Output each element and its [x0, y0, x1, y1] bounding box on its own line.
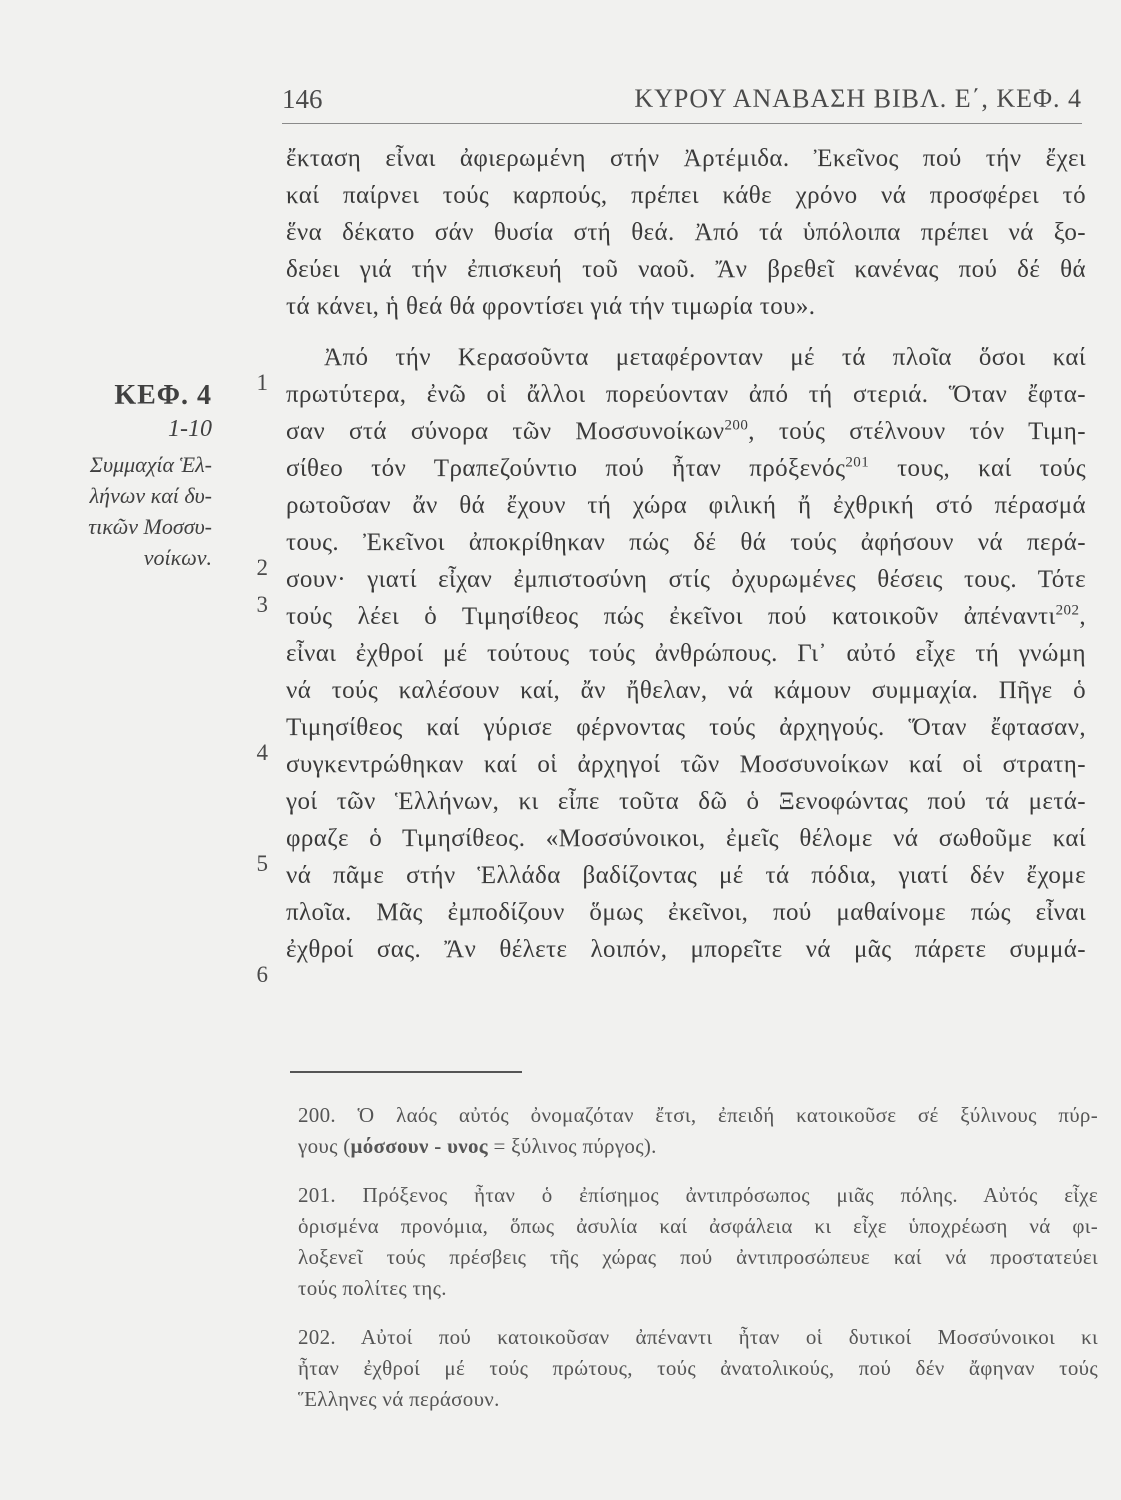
chapter-sidenote [40, 380, 212, 573]
footnote-201 [298, 1180, 1098, 1304]
footnote-line: ἦταν ἐχθροί μέ τούς πρώτους, τούς ἀνατολικούς, πού δέν ἄφηναν τούς [298, 1356, 1098, 1380]
section-number: 1 [256, 370, 268, 395]
sidenote-summary-line: Συμμαχία Ἑλ- [89, 452, 212, 477]
text-line: ἕνα δέκατο σάν θυσία στή θεά. Ἀπό τά ὑπόλοιπα πρέπει νά ξο- [286, 219, 1086, 246]
main-text [286, 140, 1086, 968]
footnote-rule [290, 1071, 522, 1073]
footnote-ref-201[interactable]: 201 [845, 454, 870, 471]
footnote-bold-term: μόσσουν - υνος [350, 1134, 488, 1158]
text-line: ἐχθροί σας. Ἄν θέλετε λοιπόν, μπορεῖτε νά μᾶς πάρετε συμμά- [286, 936, 1086, 963]
sidenote-section-range: 1-10 [168, 416, 212, 442]
section-number: 4 [256, 740, 268, 765]
text-line: φραζε ὁ Τιμησίθεος. «Μοσσύνοικοι, ἐμεῖς θέλομε νά σωθοῦμε καί [286, 825, 1086, 852]
footnote-line: λοξενεῖ τούς πρέσβεις τῆς χώρας πού ἀντιπροσώπευε καί νά προστατεύει [298, 1245, 1098, 1269]
section-number: 5 [256, 851, 268, 876]
text-line: τά κάνει, ἡ θεά θά φροντίσει γιά τήν τιμωρία του». [286, 293, 816, 320]
text-line [286, 413, 1086, 450]
text-line: νά πᾶμε στήν Ἑλλάδα βαδίζοντας μέ τά πόδια, γιατί δέν ἔχομε [286, 862, 1086, 889]
footnote-line [298, 1131, 1098, 1162]
text-span: σίθεο τόν Τραπεζούντιο πού ἦταν πρόξενός [286, 455, 846, 482]
footnote-span: = ξύλινος πύργος). [487, 1134, 657, 1158]
page-number: 146 [282, 84, 323, 114]
sidenote-summary-line: λήνων καί δυ- [89, 483, 212, 508]
sidenote-chapter-title: ΚΕΦ. 4 [114, 380, 212, 411]
text-line [286, 450, 1086, 487]
text-line: συγκεντρώθηκαν καί οἱ ἀρχηγοί τῶν Μοσσυνοίκων καί οἱ στρατη- [286, 751, 1086, 778]
footnote-ref-202[interactable]: 202 [1055, 602, 1080, 619]
text-line [286, 598, 1086, 635]
footnote-ref-200[interactable]: 200 [724, 417, 749, 434]
footnotes [298, 1100, 1098, 1433]
section-number: 6 [256, 962, 268, 987]
section-number: 2 [256, 555, 268, 580]
text-line: πλοῖα. Μᾶς ἐμποδίζουν ὅμως ἐκεῖνοι, πού μαθαίνομε πώς εἶναι [286, 899, 1086, 926]
text-line: δεύει γιά τήν ἐπισκευή τοῦ ναοῦ. Ἄν βρεθεῖ κανένας πού δέ θά [286, 256, 1086, 283]
running-head: ΚΥΡΟΥ ΑΝΑΒΑΣΗ ΒΙΒΛ. Ε΄, ΚΕΦ. 4 [634, 84, 1082, 113]
text-line: νά τούς καλέσουν καί, ἄν ἤθελαν, νά κάμουν συμμαχία. Πῆγε ὁ [286, 677, 1086, 704]
text-line: εἶναι ἐχθροί μέ τούτους τούς ἀνθρώπους. Γι᾽ αὐτό εἶχε τή γνώμη [286, 640, 1086, 667]
footnote-line: 202. Αὐτοί πού κατοικοῦσαν ἀπέναντι ἦταν οἱ δυτικοί Μοσσύνοικοι κι [298, 1325, 1098, 1349]
header-rule [282, 123, 1082, 124]
text-line: Ἀπό τήν Κερασοῦντα μεταφέρονταν μέ τά πλοῖα ὅσοι καί [324, 344, 1086, 371]
footnote-line: 200. Ὁ λαός αὐτός ὀνομαζόταν ἔτσι, ἐπειδή κατοικοῦσε σέ ξύλινους πύρ- [298, 1103, 1098, 1127]
text-span: σαν στά σύνορα τῶν Μοσσυνοίκων [286, 418, 725, 445]
footnote-200 [298, 1100, 1098, 1162]
text-line: καί παίρνει τούς καρπούς, πρέπει κάθε χρόνο νά προσφέρει τό [286, 182, 1086, 209]
text-line: Τιμησίθεος καί γύρισε φέρνοντας τούς ἀρχηγούς. Ὅταν ἔφτασαν, [286, 714, 1086, 741]
footnote-line: ὁρισμένα προνόμια, ὅπως ἀσυλία καί ἀσφάλεια κι εἶχε ὑποχρέωση νά φι- [298, 1214, 1098, 1238]
text-span: , [1079, 603, 1086, 630]
page-header [282, 84, 1082, 124]
text-line: πρωτύτερα, ἐνῶ οἱ ἄλλοι πορεύονταν ἀπό τή στεριά. Ὅταν ἔφτα- [286, 381, 1086, 408]
text-line: ἔκταση εἶναι ἀφιερωμένη στήν Ἀρτέμιδα. Ἐκεῖνος πού τήν ἔχει [286, 145, 1086, 172]
section-number: 3 [256, 592, 268, 617]
text-line: ρωτοῦσαν ἄν θά ἔχουν τή χώρα φιλική ἤ ἐχθρική στό πέρασμά [286, 492, 1086, 519]
footnote-line: τούς πολίτες της. [298, 1276, 447, 1300]
text-span: , τούς στέλνουν τόν Τιμη- [748, 418, 1087, 445]
sidenote-summary-line: νοίκων. [143, 545, 212, 570]
footnote-line: Ἕλληνες νά περάσουν. [298, 1387, 500, 1411]
footnote-line: 201. Πρόξενος ἦταν ὁ ἐπίσημος ἀντιπρόσωπος μιᾶς πόλης. Αὐτός εἶχε [298, 1183, 1098, 1207]
footnote-span: γους ( [298, 1134, 351, 1158]
sidenote-summary-line: τικῶν Μοσσυ- [88, 514, 212, 539]
text-line: σουν· γιατί εἶχαν ἐμπιστοσύνη στίς ὀχυρωμένες θέσεις τους. Τότε [286, 566, 1086, 593]
text-span: τούς λέει ὁ Τιμησίθεος πώς ἐκεῖνοι πού κατοικοῦν ἀπέναντι [286, 603, 1056, 630]
footnote-202 [298, 1322, 1098, 1415]
text-line: τους. Ἐκεῖνοι ἀποκρίθηκαν πώς δέ θά τούς ἀφήσουν νά περά- [286, 529, 1086, 556]
text-span: τους, καί τούς [869, 455, 1086, 482]
text-line: γοί τῶν Ἑλλήνων, κι εἶπε τοῦτα δῶ ὁ Ξενοφώντας πού τά μετά- [286, 788, 1086, 815]
